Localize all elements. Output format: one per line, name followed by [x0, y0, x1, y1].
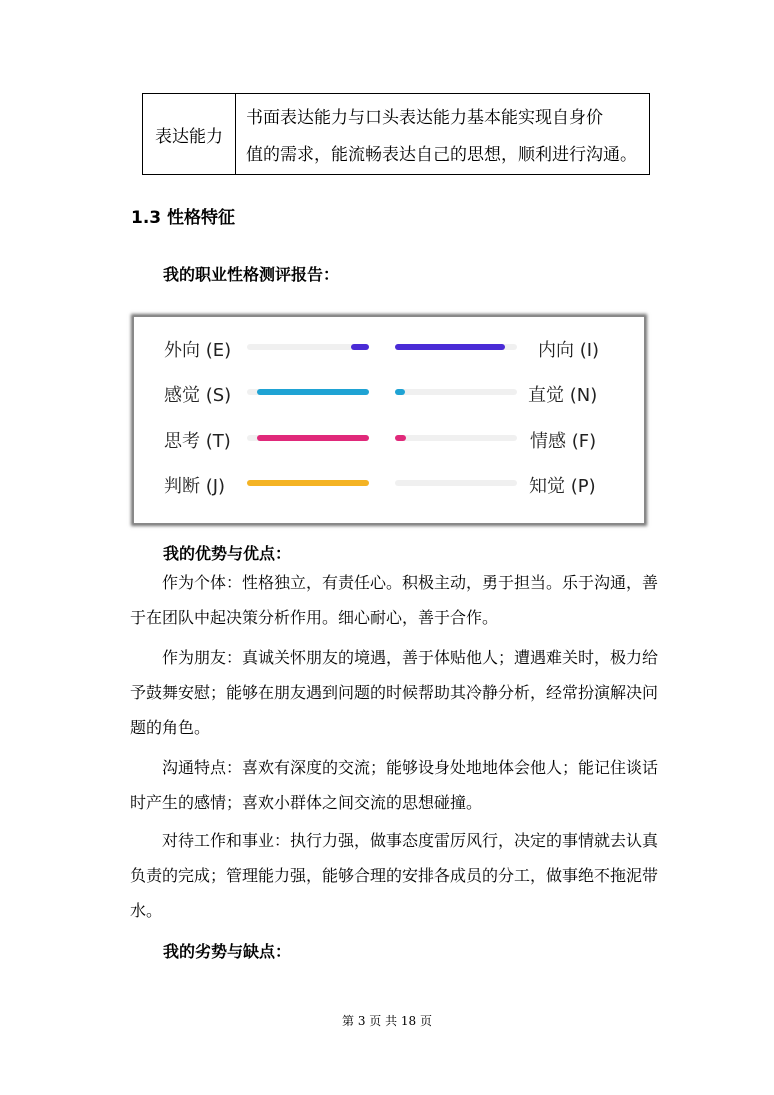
- paragraph: 作为个体：性格独立，有责任心。积极主动，勇于担当。乐于沟通，善于在团队中起决策分析作用。细心耐心，善于合作。: [130, 573, 659, 627]
- weakness-title: 我的劣势与缺点：: [163, 942, 292, 961]
- trait-right-track: [395, 344, 517, 350]
- trait-left-fill: [351, 344, 369, 350]
- paragraph: 作为朋友：真诚关怀朋友的境遇，善于体贴他人；遭遇难关时，极力给予鼓舞安慰；能够在朋友遇到问题的时候帮助其冷静分析，经常扮演解决问题的角色。: [130, 648, 659, 737]
- trait-right-fill: [395, 389, 405, 395]
- trait-left-track: [247, 389, 369, 395]
- trait-left-track: [247, 344, 369, 350]
- paragraph: 对待工作和事业：执行力强，做事态度雷厉风行，决定的事情就去认真负责的完成；管理能力强，能够合理的安排各成员的分工，做事绝不拖泥带水。: [130, 831, 659, 920]
- trait-left-track: [247, 435, 369, 441]
- table-text-line: 书面表达能力与口头表达能力基本能实现自身价: [246, 108, 603, 128]
- report-title: 我的职业性格测评报告：: [163, 265, 340, 284]
- trait-left-fill: [257, 389, 369, 395]
- table-text-cell: [246, 100, 644, 174]
- trait-left-label: 外向 (E): [164, 340, 232, 361]
- section-title: 1.3 性格特征: [131, 208, 236, 228]
- personality-chart: [133, 316, 645, 524]
- trait-right-label: 情感 (F): [530, 431, 597, 452]
- page-footer: 第 3 页 共 18 页: [342, 1014, 432, 1028]
- trait-left-label: 感觉 (S): [164, 385, 232, 406]
- trait-right-track: [395, 435, 517, 441]
- trait-left-track: [247, 480, 369, 486]
- table-label: 表达能力: [155, 126, 223, 147]
- trait-right-fill: [395, 344, 505, 350]
- trait-left-label: 判断 (J): [164, 476, 226, 497]
- trait-right-label: 内向 (I): [538, 340, 600, 361]
- trait-right-fill: [395, 435, 406, 441]
- table-text-line: 值的需求，能流畅表达自己的思想，顺利进行沟通。: [246, 145, 637, 165]
- trait-left-fill: [247, 480, 369, 486]
- ability-table: [142, 93, 650, 175]
- strengths-title: 我的优势与优点：: [163, 544, 292, 563]
- paragraph: 沟通特点：喜欢有深度的交流；能够设身处地地体会他人；能记住谈话时产生的感情；喜欢小群体之间交流的思想碰撞。: [130, 758, 659, 812]
- trait-left-label: 思考 (T): [164, 431, 231, 452]
- table-label-cell: [143, 94, 236, 174]
- trait-right-label: 直觉 (N): [528, 385, 598, 406]
- trait-right-track: [395, 389, 517, 395]
- trait-right-label: 知觉 (P): [529, 476, 596, 497]
- trait-left-fill: [257, 435, 369, 441]
- trait-right-track: [395, 480, 517, 486]
